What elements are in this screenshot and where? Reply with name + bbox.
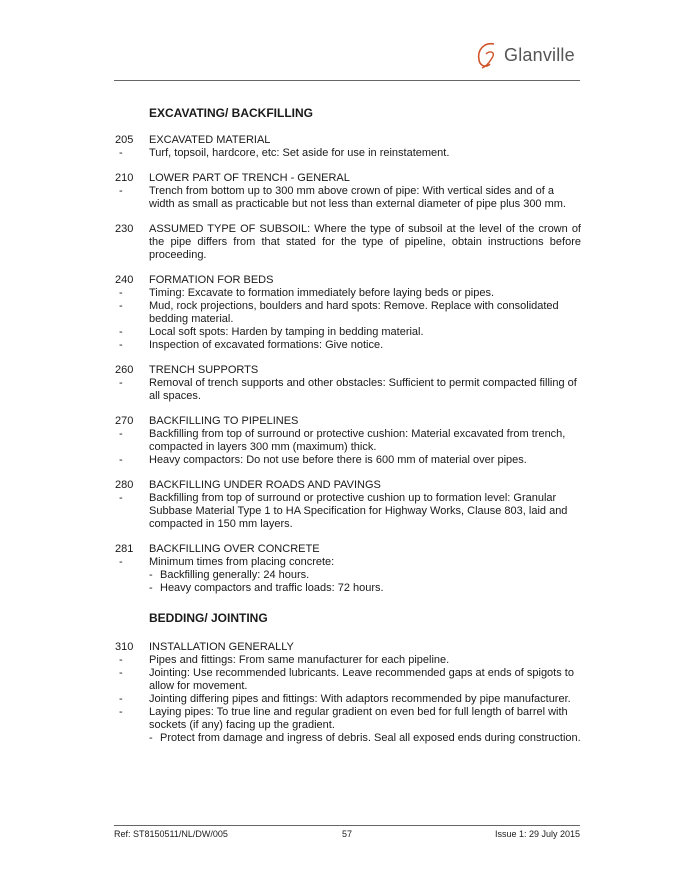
bullet-dash: - (149, 582, 153, 594)
header-divider (114, 80, 580, 81)
clause-230 (115, 223, 581, 262)
document-reference: Ref: ST8150511/NL/DW/005 (114, 829, 228, 839)
section-heading: BEDDING/ JOINTING (149, 611, 268, 625)
sub-item (149, 569, 581, 582)
bullet-dash: - (119, 693, 123, 705)
clause-item (119, 667, 581, 693)
clause-item (119, 147, 581, 160)
item-text: Local soft spots: Harden by tamping in bedding material. (149, 326, 424, 338)
bullet-dash: - (119, 492, 123, 504)
page-number: 57 (342, 829, 353, 839)
bullet-dash: - (119, 185, 123, 197)
item-text: Removal of trench supports and other obstacles: Sufficient to permit compacted filling of all spaces. (149, 377, 577, 402)
bullet-dash: - (119, 377, 123, 389)
item-text: Trench from bottom up to 300 mm above crown of pipe: With vertical sides and of a width as small as practicable but not less than external diameter of pipe plus 300 mm. (149, 185, 566, 210)
clause-item (119, 326, 581, 339)
clause-280 (115, 479, 581, 531)
item-text: Heavy compactors: Do not use before there is 600 mm of material over pipes. (149, 454, 527, 466)
bullet-dash: - (119, 667, 123, 679)
footer-divider (114, 825, 580, 826)
bullet-dash: - (119, 556, 123, 568)
bullet-dash: - (119, 428, 123, 440)
clause-number: 281 (115, 543, 134, 555)
sub-item (149, 582, 581, 595)
specification-content (115, 106, 581, 757)
item-text: Pipes and fittings: From same manufacturer for each pipeline. (149, 654, 450, 666)
clause-number: 260 (115, 364, 134, 376)
clause-title: FORMATION FOR BEDS (149, 274, 274, 286)
bullet-dash: - (119, 326, 123, 338)
bullet-dash: - (149, 732, 153, 744)
clause-item (119, 654, 581, 667)
clause-205 (115, 134, 581, 160)
clause-title: BACKFILLING OVER CONCRETE (149, 543, 320, 555)
clause-number: 205 (115, 134, 134, 146)
sub-item-text: Protect from damage and ingress of debris. Seal all exposed ends during construction. (160, 732, 581, 744)
bullet-dash: - (119, 287, 123, 299)
clause-item (119, 339, 581, 352)
bullet-dash: - (119, 706, 123, 718)
clause-number: 210 (115, 172, 134, 184)
bullet-dash: - (119, 147, 123, 159)
item-text: Mud, rock projections, boulders and hard spots: Remove. Replace with consolidated bedding material. (149, 300, 559, 325)
clause-281 (115, 543, 581, 595)
clause-number: 270 (115, 415, 134, 427)
clause-item (119, 377, 581, 403)
bullet-dash: - (119, 654, 123, 666)
clause-item (119, 492, 581, 531)
clause-title: BACKFILLING UNDER ROADS AND PAVINGS (149, 479, 381, 491)
clause-item (119, 428, 581, 454)
sub-item (149, 732, 581, 745)
clause-title: INSTALLATION GENERALLY (149, 641, 294, 653)
clause-number: 230 (115, 223, 134, 235)
clause-310 (115, 641, 581, 745)
glanville-logo-icon (474, 40, 500, 70)
item-text: Laying pipes: To true line and regular gradient on even bed for full length of barrel with sockets (if any) facing up the gradient. (149, 706, 568, 731)
item-text: Jointing differing pipes and fittings: With adaptors recommended by pipe manufacturer. (149, 693, 571, 705)
item-text: Turf, topsoil, hardcore, etc: Set aside for use in reinstatement. (149, 147, 450, 159)
clause-item (119, 693, 581, 706)
item-text: Minimum times from placing concrete: (149, 556, 335, 568)
clause-item (119, 287, 581, 300)
sub-item-text: Backfilling generally: 24 hours. (160, 569, 310, 581)
clause-item (119, 556, 581, 595)
clause-title: BACKFILLING TO PIPELINES (149, 415, 299, 427)
item-text: Backfilling from top of surround or protective cushion: Material excavated from trench, compacted in layers 300 mm (maximum) thick. (149, 428, 566, 453)
clause-item (119, 706, 581, 745)
clause-item (119, 454, 581, 467)
bullet-dash: - (119, 339, 123, 351)
clause-title: EXCAVATED MATERIAL (149, 134, 271, 146)
clause-item (119, 185, 581, 211)
issue-date: Issue 1: 29 July 2015 (494, 829, 580, 839)
clause-number: 280 (115, 479, 134, 491)
item-text: Timing: Excavate to formation immediately before laying beds or pipes. (149, 287, 495, 299)
clause-number: 310 (115, 641, 134, 653)
bullet-dash: - (119, 300, 123, 312)
clause-item (119, 300, 581, 326)
clause-210 (115, 172, 581, 211)
bullet-dash: - (119, 454, 123, 466)
section-heading: EXCAVATING/ BACKFILLING (149, 106, 313, 120)
clause-270 (115, 415, 581, 467)
clause-title: TRENCH SUPPORTS (149, 364, 259, 376)
clause-title: ASSUMED TYPE OF SUBSOIL: Where the type of subsoil at the level of the crown of the pipe differs from that stated for the type of pipeline, obtain instructions before proceeding. (149, 223, 581, 261)
clause-title: LOWER PART OF TRENCH - GENERAL (149, 172, 350, 184)
sub-item-text: Heavy compactors and traffic loads: 72 hours. (160, 582, 384, 594)
item-text: Backfilling from top of surround or protective cushion up to formation level: Granular Subbase Material Type 1 to HA Specification for Highway Works, Clause 803, laid and compacted in 150 mm layers. (149, 492, 568, 530)
clause-240 (115, 274, 581, 352)
clause-260 (115, 364, 581, 403)
item-text: Jointing: Use recommended lubricants. Leave recommended gaps at ends of spigots to allow for movement. (149, 667, 574, 692)
logo-text: Glanville (504, 44, 575, 65)
clause-number: 240 (115, 274, 134, 286)
bullet-dash: - (149, 569, 153, 581)
company-logo (474, 38, 575, 72)
item-text: Inspection of excavated formations: Give notice. (149, 339, 384, 351)
